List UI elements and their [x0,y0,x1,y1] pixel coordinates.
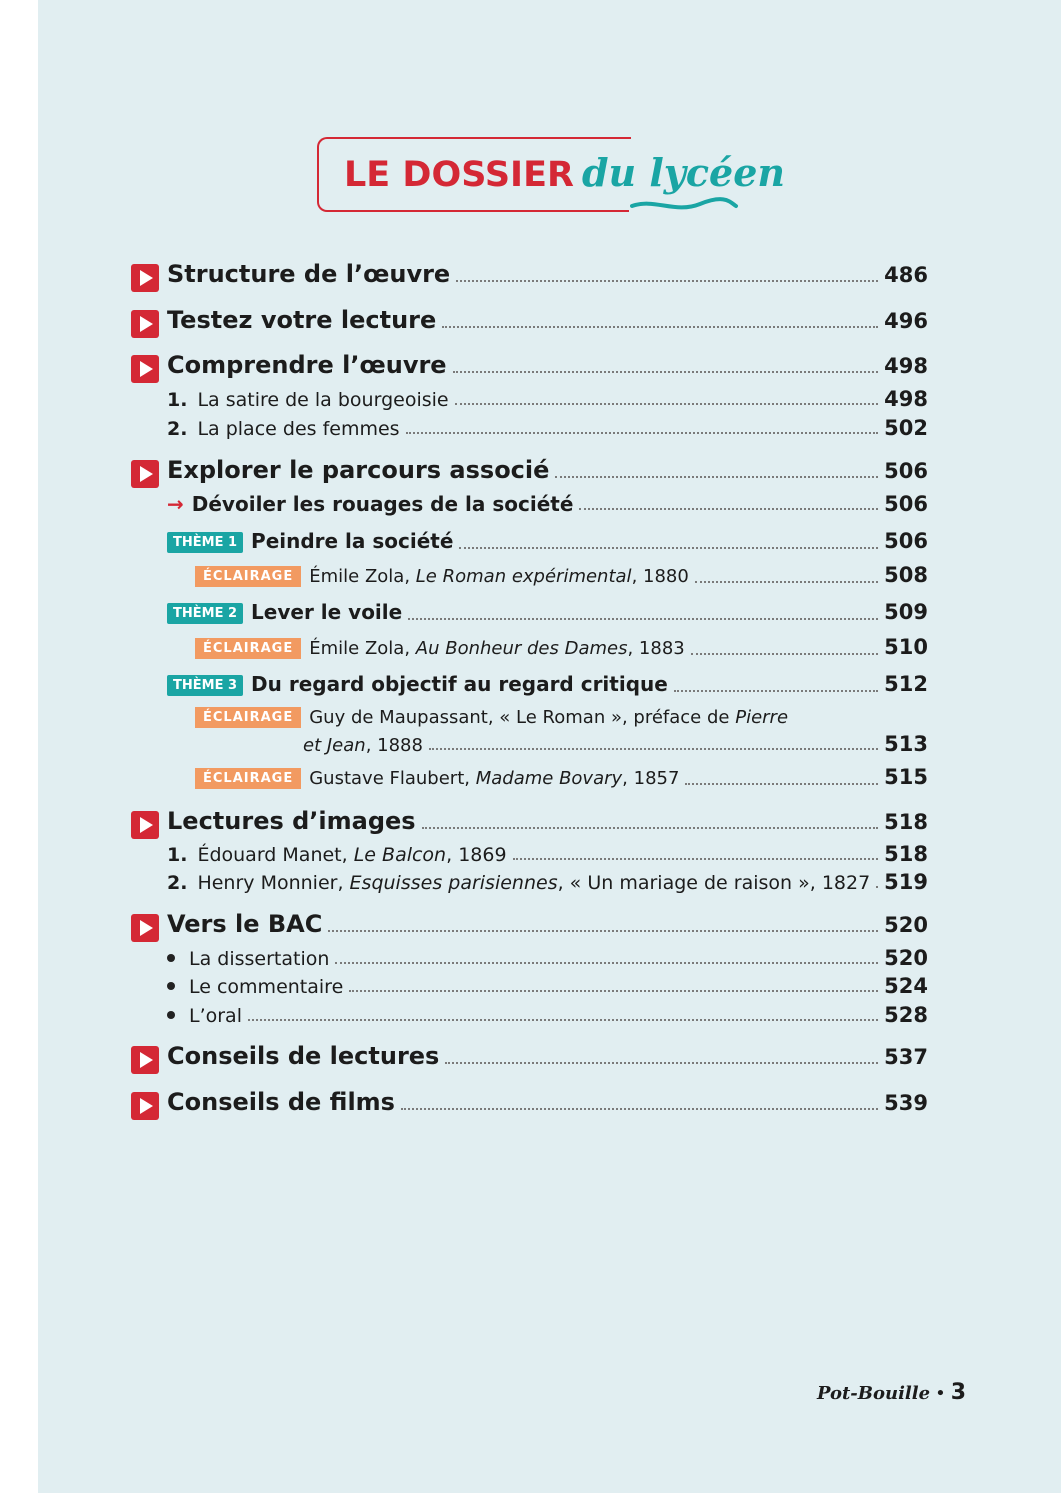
toc-entry-title: Vers le BAC [167,910,323,938]
play-icon [131,355,159,383]
subentry-number: 2. [167,872,188,894]
bullet-page: 524 [884,974,928,998]
leader-dots [579,508,878,510]
eclairage-year: , 1888 [365,735,423,756]
theme-entry[interactable] [167,529,928,555]
eclairage-work: Pierre [735,707,789,728]
play-icon [131,1046,159,1074]
toc-subentry[interactable] [167,870,928,894]
toc-entry-title: Lectures d’images [167,807,416,835]
toc-subentry[interactable] [167,842,928,866]
leader-dots [349,990,878,992]
leader-dots [555,476,878,478]
toc-entry-page: 498 [884,354,928,378]
toc-entry[interactable] [131,351,928,379]
toc-entry-title: Structure de l’œuvre [167,260,451,288]
leader-dots [459,547,878,549]
eclairage-badge: ÉCLAIRAGE [195,707,301,728]
leader-dots [429,748,878,750]
bullet-page: 528 [884,1003,928,1027]
subentry-title: Henry Monnier, [197,872,344,894]
toc-entry-title: Comprendre l’œuvre [167,351,447,379]
toc-bullet-entry[interactable] [167,1003,928,1027]
bullet-icon [167,954,175,962]
eclairage-page: 515 [884,765,928,789]
toc-entry-page: 537 [884,1045,928,1069]
toc-bullet-entry[interactable] [167,946,928,970]
toc-entry-page: 520 [884,913,928,937]
toc-entry[interactable] [131,306,928,334]
bullet-page: 520 [884,946,928,970]
leader-dots [695,581,878,583]
toc-subentry[interactable] [167,387,928,411]
eclairage-author: Émile Zola, [309,566,411,587]
play-icon [131,1092,159,1120]
subentry-title: La place des femmes [197,418,400,440]
subentry-title: Édouard Manet, [197,844,348,866]
subentry-work: Esquisses parisiennes [349,872,558,894]
toc-entry-page: 496 [884,309,928,333]
subentry-rest: , « Un mariage de raison », 1827 [557,872,871,894]
eclairage-text: Guy de Maupassant, « Le Roman », préface de [309,707,730,728]
bullet-icon [167,1011,175,1019]
toc-entry-title: Conseils de lectures [167,1042,440,1070]
arrow-right-icon: → [167,492,184,516]
play-icon [131,264,159,292]
parcours-entry[interactable] [167,492,928,516]
parcours-title: Dévoiler les rouages de la société [191,492,574,516]
eclairage-entry[interactable] [195,563,928,589]
header-swash [630,196,740,216]
subentry-work: Le Balcon [353,844,447,866]
eclairage-badge: ÉCLAIRAGE [195,768,301,789]
page-footer [817,1380,966,1405]
leader-dots [401,1108,878,1110]
footer-book-title: Pot-Bouille [816,1383,931,1404]
toc-entry-page: 506 [884,459,928,483]
subentry-rest: , 1869 [446,844,507,866]
leader-dots [422,827,879,829]
eclairage-page: 510 [884,635,928,659]
eclairage-entry[interactable] [195,765,928,791]
eclairage-work: Madame Bovary [475,768,623,789]
toc-bullet-entry[interactable] [167,974,928,998]
eclairage-badge: ÉCLAIRAGE [195,638,301,659]
theme-title: Du regard objectif au regard critique [251,672,668,696]
theme-page: 509 [884,600,928,624]
toc-subentry[interactable] [167,416,928,440]
theme-badge: THÈME 3 [167,675,243,696]
eclairage-page: 508 [884,563,928,587]
toc-entry[interactable] [131,260,928,288]
theme-entry[interactable] [167,672,928,698]
eclairage-work: Le Roman expérimental [415,566,632,587]
eclairage-entry-line1[interactable] [195,707,788,730]
eclairage-year: , 1857 [622,768,680,789]
subentry-number: 1. [167,389,188,411]
toc-entry-page: 518 [884,810,928,834]
parcours-page: 506 [884,492,928,516]
theme-title: Lever le voile [251,600,403,624]
leader-dots [248,1019,878,1021]
leader-dots [408,618,878,620]
header-title-script: du lycéen [581,150,785,195]
theme-entry[interactable] [167,600,928,626]
leader-dots [455,403,879,405]
toc-entry[interactable] [131,910,928,938]
bullet-title: L’oral [189,1005,242,1027]
toc-entry[interactable] [131,1042,928,1070]
eclairage-year: , 1883 [627,638,685,659]
eclairage-badge: ÉCLAIRAGE [195,566,301,587]
leader-dots [876,886,878,888]
eclairage-work: et Jean [303,735,366,756]
eclairage-year: , 1880 [631,566,689,587]
eclairage-author: Émile Zola, [309,638,411,659]
toc-entry-page: 539 [884,1091,928,1115]
play-icon [131,460,159,488]
toc-entry-title: Explorer le parcours associé [167,456,550,484]
subentry-number: 1. [167,844,188,866]
eclairage-work: Au Bonheur des Dames [415,638,628,659]
header-title [344,150,785,195]
subentry-page: 498 [884,387,928,411]
play-icon [131,310,159,338]
eclairage-entry-line2[interactable] [303,732,928,756]
toc-entry[interactable] [131,456,928,484]
leader-dots [513,858,879,860]
leader-dots [691,653,878,655]
leader-dots [442,326,878,328]
leader-dots [674,690,878,692]
bullet-icon [167,982,175,990]
eclairage-author: Gustave Flaubert, [309,768,470,789]
play-icon [131,914,159,942]
eclairage-page: 513 [884,732,928,756]
leader-dots [456,280,878,282]
toc-entry-title: Testez votre lecture [167,306,437,334]
leader-dots [406,432,879,434]
footer-page-number: 3 [950,1380,966,1405]
toc-entry[interactable] [131,1088,928,1116]
eclairage-entry[interactable] [195,635,928,661]
subentry-page: 502 [884,416,928,440]
theme-badge: THÈME 1 [167,532,243,553]
theme-page: 506 [884,529,928,553]
leader-dots [445,1062,878,1064]
bullet-title: La dissertation [189,948,330,970]
footer-separator: • [935,1383,946,1404]
toc-entry[interactable] [131,807,928,835]
toc-entry-title: Conseils de films [167,1088,395,1116]
subentry-page: 519 [884,870,928,894]
theme-title: Peindre la société [251,529,454,553]
bullet-title: Le commentaire [189,976,344,998]
subentry-number: 2. [167,418,188,440]
leader-dots [328,930,878,932]
toc-entry-page: 486 [884,263,928,287]
theme-badge: THÈME 2 [167,603,243,624]
header-title-main: LE DOSSIER [344,155,574,195]
leader-dots [335,962,878,964]
theme-page: 512 [884,672,928,696]
subentry-title: La satire de la bourgeoisie [197,389,449,411]
play-icon [131,811,159,839]
subentry-page: 518 [884,842,928,866]
leader-dots [685,783,878,785]
leader-dots [453,371,879,373]
